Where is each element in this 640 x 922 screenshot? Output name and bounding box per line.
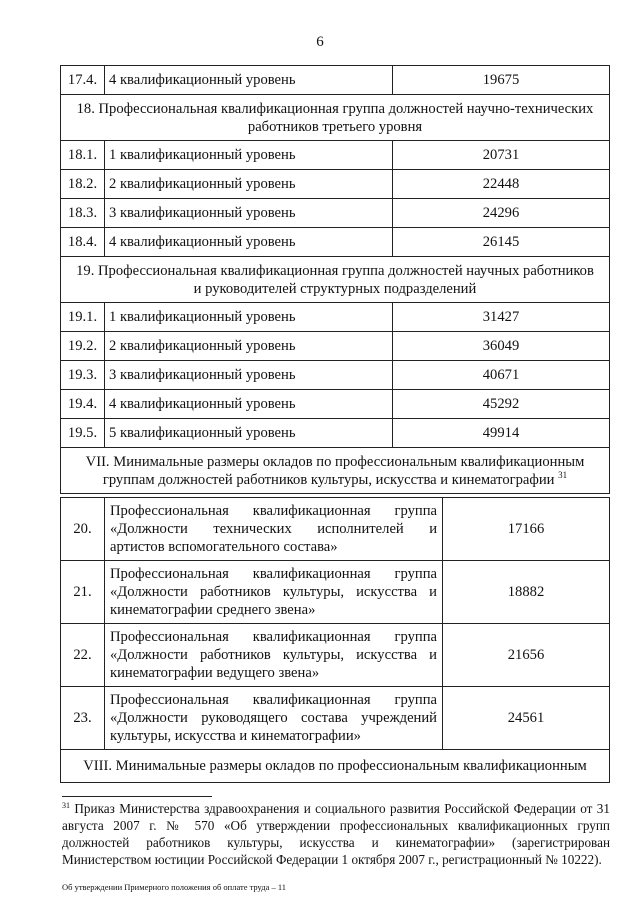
row-value: 22448 bbox=[393, 170, 610, 199]
row-number: 18.1. bbox=[61, 141, 105, 170]
section-header-19 bbox=[61, 257, 610, 303]
section-title bbox=[61, 95, 610, 141]
description-line: культуры, искусства и кинематографии» bbox=[110, 728, 361, 744]
row-number: 19.3. bbox=[61, 361, 105, 390]
description-line: Профессиональная квалификационная группа bbox=[110, 629, 437, 645]
row-label: 4 квалификационный уровень bbox=[105, 66, 393, 95]
row-label: 2 квалификационный уровень bbox=[105, 332, 393, 361]
row-description bbox=[105, 624, 443, 687]
table-row bbox=[61, 141, 610, 170]
row-value: 45292 bbox=[393, 390, 610, 419]
description-line: артистов вспомогательного состава» bbox=[110, 539, 338, 555]
row-number: 19.2. bbox=[61, 332, 105, 361]
row-value: 36049 bbox=[393, 332, 610, 361]
section-title bbox=[61, 257, 610, 303]
row-label: 1 квалификационный уровень bbox=[105, 141, 393, 170]
table-row bbox=[61, 687, 610, 750]
row-number: 21. bbox=[61, 561, 105, 624]
footnote bbox=[62, 800, 610, 868]
culture-groups-table bbox=[60, 497, 610, 783]
section-title: VIII. Минимальные размеры окладов по профессиональным квалификационным bbox=[61, 750, 610, 783]
row-label: 4 квалификационный уровень bbox=[105, 390, 393, 419]
description-line: «Должности работников культуры, искусства и bbox=[110, 647, 437, 663]
description-line: «Должности работников культуры, искусства и bbox=[110, 584, 437, 600]
row-description bbox=[105, 561, 443, 624]
table-row bbox=[61, 303, 610, 332]
section-title-line: и руководителей структурных подразделений bbox=[193, 280, 477, 297]
row-number: 20. bbox=[61, 498, 105, 561]
section-header-vii bbox=[61, 448, 610, 494]
description-line: «Должности руководящего состава учреждений bbox=[110, 710, 437, 726]
row-number: 22. bbox=[61, 624, 105, 687]
table-row bbox=[61, 332, 610, 361]
table-row bbox=[61, 66, 610, 95]
row-number: 18.2. bbox=[61, 170, 105, 199]
section-header-18 bbox=[61, 95, 610, 141]
row-label: 3 квалификационный уровень bbox=[105, 199, 393, 228]
row-label: 4 квалификационный уровень bbox=[105, 228, 393, 257]
description-line: «Должности технических исполнителей и bbox=[110, 521, 437, 537]
section-title-line: работников третьего уровня bbox=[247, 118, 423, 135]
footnote-reference: 31 bbox=[558, 469, 568, 480]
footnote-divider bbox=[62, 796, 212, 797]
section-title-line: 18. Профессиональная квалификационная группа должностей научно-технических bbox=[76, 100, 594, 117]
section-header-viii bbox=[61, 750, 610, 783]
row-value: 40671 bbox=[393, 361, 610, 390]
description-line: кинематографии ведущего звена» bbox=[110, 665, 320, 681]
table-row bbox=[61, 498, 610, 561]
salary-table bbox=[60, 65, 610, 494]
row-label: 1 квалификационный уровень bbox=[105, 303, 393, 332]
row-value: 18882 bbox=[443, 561, 610, 624]
row-value: 17166 bbox=[443, 498, 610, 561]
row-label: 5 квалификационный уровень bbox=[105, 419, 393, 448]
row-number: 19.5. bbox=[61, 419, 105, 448]
row-value: 24561 bbox=[443, 687, 610, 750]
section-title-line: VII. Минимальные размеры окладов по профессиональным квалификационным bbox=[85, 453, 585, 470]
section-title-line: 19. Профессиональная квалификационная группа должностей научных работников bbox=[76, 262, 594, 279]
row-value: 49914 bbox=[393, 419, 610, 448]
footnote-marker: 31 bbox=[62, 801, 70, 810]
table-row bbox=[61, 170, 610, 199]
section-title-line: группам должностей работников культуры, искусства и кинематографии bbox=[102, 471, 555, 488]
table-row bbox=[61, 419, 610, 448]
row-description bbox=[105, 687, 443, 750]
row-number: 17.4. bbox=[61, 66, 105, 95]
row-value: 21656 bbox=[443, 624, 610, 687]
row-number: 18.4. bbox=[61, 228, 105, 257]
section-title bbox=[61, 448, 610, 494]
table-row bbox=[61, 624, 610, 687]
table-row bbox=[61, 561, 610, 624]
row-description bbox=[105, 498, 443, 561]
row-value: 31427 bbox=[393, 303, 610, 332]
row-number: 18.3. bbox=[61, 199, 105, 228]
description-line: кинематографии среднего звена» bbox=[110, 602, 316, 618]
table-row bbox=[61, 228, 610, 257]
description-line: Профессиональная квалификационная группа bbox=[110, 503, 437, 519]
row-label: 3 квалификационный уровень bbox=[105, 361, 393, 390]
row-label: 2 квалификационный уровень bbox=[105, 170, 393, 199]
row-number: 19.1. bbox=[61, 303, 105, 332]
description-line: Профессиональная квалификационная группа bbox=[110, 566, 437, 582]
page-number: 6 bbox=[316, 34, 324, 50]
table-row bbox=[61, 361, 610, 390]
row-value: 24296 bbox=[393, 199, 610, 228]
row-number: 23. bbox=[61, 687, 105, 750]
row-value: 20731 bbox=[393, 141, 610, 170]
footnote-text: Приказ Министерства здравоохранения и социального развития Российской Федерации от 31 августа 2007 г. № 570 «Об утверждении профессиональных квалификационных групп должностей работников культуры, искусства и кинематографии» (зарегистрирован Министерством юстиции Российской Федерации 1 октября 2007 г., регистрационный № 10222). bbox=[62, 801, 610, 867]
page-footer: Об утверждении Примерного положения об оплате труда – 11 bbox=[62, 882, 287, 892]
row-value: 26145 bbox=[393, 228, 610, 257]
row-number: 19.4. bbox=[61, 390, 105, 419]
row-value: 19675 bbox=[393, 66, 610, 95]
description-line: Профессиональная квалификационная группа bbox=[110, 692, 437, 708]
table-row bbox=[61, 199, 610, 228]
table-row bbox=[61, 390, 610, 419]
